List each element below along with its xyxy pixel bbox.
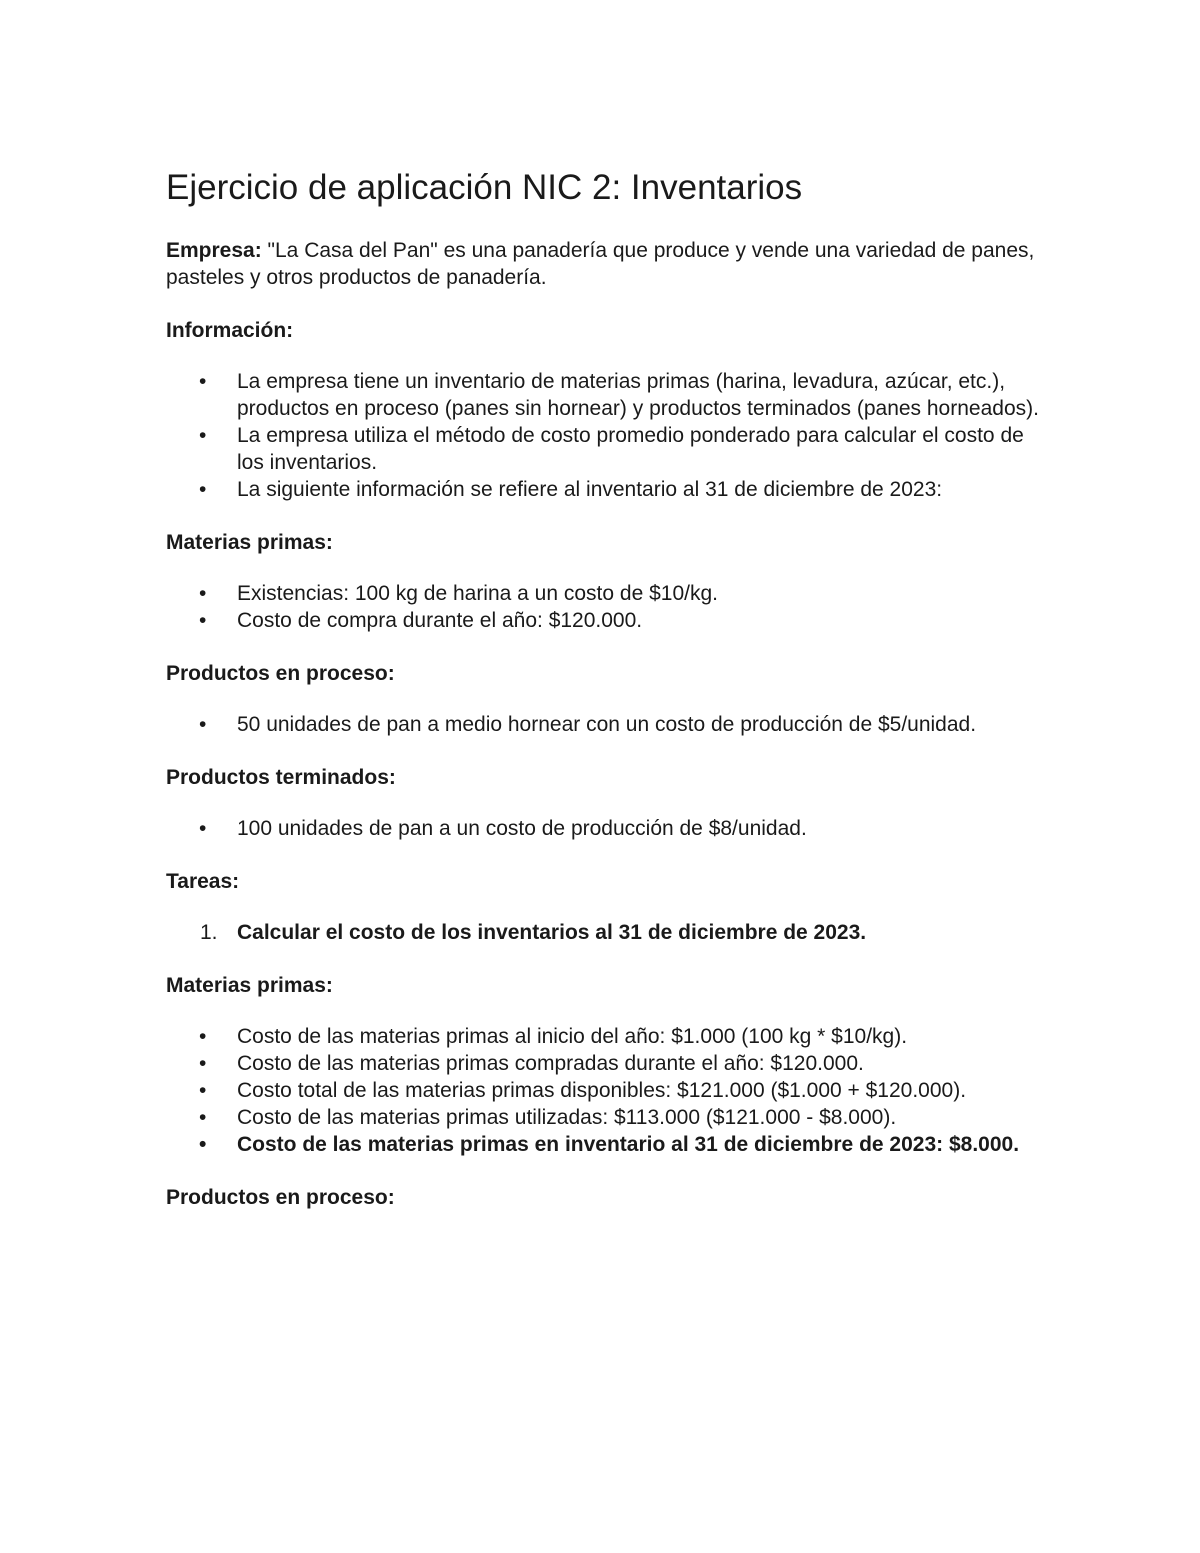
list-informacion xyxy=(166,368,1046,503)
bullet-icon: • xyxy=(199,1079,207,1102)
list-item-text: 50 unidades de pan a medio hornear con un costo de producción de $5/unidad. xyxy=(237,713,977,736)
bullet-icon: • xyxy=(199,1106,207,1129)
section-heading-productos-proceso: Productos en proceso: xyxy=(166,662,395,685)
list-item-text: Costo de las materias primas compradas durante el año: $120.000. xyxy=(237,1052,864,1075)
bullet-icon: • xyxy=(199,713,207,736)
list-item-text: Costo de compra durante el año: $120.000. xyxy=(237,609,643,632)
list-item-text: La empresa tiene un inventario de materias primas (harina, levadura, azúcar, etc.), productos en proceso (panes sin hornear) y productos terminados (panes horneados). xyxy=(237,370,1039,420)
section-heading-materias-primas-calc: Materias primas: xyxy=(166,974,333,997)
list-item-text: Calcular el costo de los inventarios al 31 de diciembre de 2023. xyxy=(237,921,867,944)
list-item-text: Costo de las materias primas al inicio del año: $1.000 (100 kg * $10/kg). xyxy=(237,1025,908,1048)
list-item xyxy=(166,580,1046,607)
intro-paragraph xyxy=(166,237,1046,291)
bullet-icon: • xyxy=(199,582,207,605)
list-item xyxy=(166,1104,1046,1131)
list-item xyxy=(166,1131,1046,1158)
section-heading-informacion: Información: xyxy=(166,319,294,342)
list-item-text: 100 unidades de pan a un costo de producción de $8/unidad. xyxy=(237,817,807,840)
list-item xyxy=(166,476,1046,503)
list-item xyxy=(166,1023,1046,1050)
bullet-icon: • xyxy=(199,478,207,501)
list-item-text: Existencias: 100 kg de harina a un costo de $10/kg. xyxy=(237,582,718,605)
section-heading-materias-primas: Materias primas: xyxy=(166,531,333,554)
bullet-icon: • xyxy=(199,1025,207,1048)
page-title: Ejercicio de aplicación NIC 2: Inventarios xyxy=(166,168,803,207)
list-item-text: Costo total de las materias primas disponibles: $121.000 ($1.000 + $120.000). xyxy=(237,1079,967,1102)
list-productos-terminados xyxy=(166,815,1046,842)
bullet-icon: • xyxy=(199,609,207,632)
list-item xyxy=(166,422,1046,476)
bullet-icon: • xyxy=(199,1052,207,1075)
list-item-text: La siguiente información se refiere al inventario al 31 de diciembre de 2023: xyxy=(237,478,943,501)
list-item xyxy=(166,607,1046,634)
list-item xyxy=(166,1077,1046,1104)
list-item xyxy=(166,919,1046,946)
intro-text: "La Casa del Pan" es una panadería que produce y vende una variedad de panes, pasteles y otros productos de panadería. xyxy=(166,239,1035,289)
list-item xyxy=(166,815,1046,842)
list-materias-primas-calc xyxy=(166,1023,1046,1158)
list-item xyxy=(166,1050,1046,1077)
intro-label: Empresa: xyxy=(166,239,262,262)
list-productos-proceso xyxy=(166,711,1046,738)
list-item-number: 1. xyxy=(200,921,218,944)
list-tareas xyxy=(166,919,1046,946)
bullet-icon: • xyxy=(199,817,207,840)
document-page xyxy=(166,168,1046,1211)
list-item xyxy=(166,368,1046,422)
section-heading-tareas: Tareas: xyxy=(166,870,240,893)
list-materias-primas xyxy=(166,580,1046,634)
section-heading-productos-proceso-calc: Productos en proceso: xyxy=(166,1186,395,1209)
bullet-icon: • xyxy=(199,370,207,393)
list-item-text: Costo de las materias primas en inventario al 31 de diciembre de 2023: $8.000. xyxy=(237,1133,1020,1156)
list-item xyxy=(166,711,1046,738)
bullet-icon: • xyxy=(199,1133,207,1156)
list-item-text: Costo de las materias primas utilizadas: $113.000 ($121.000 - $8.000). xyxy=(237,1106,897,1129)
list-item-text: La empresa utiliza el método de costo promedio ponderado para calcular el costo de los inventarios. xyxy=(237,424,1024,474)
bullet-icon: • xyxy=(199,424,207,447)
section-heading-productos-terminados: Productos terminados: xyxy=(166,766,396,789)
